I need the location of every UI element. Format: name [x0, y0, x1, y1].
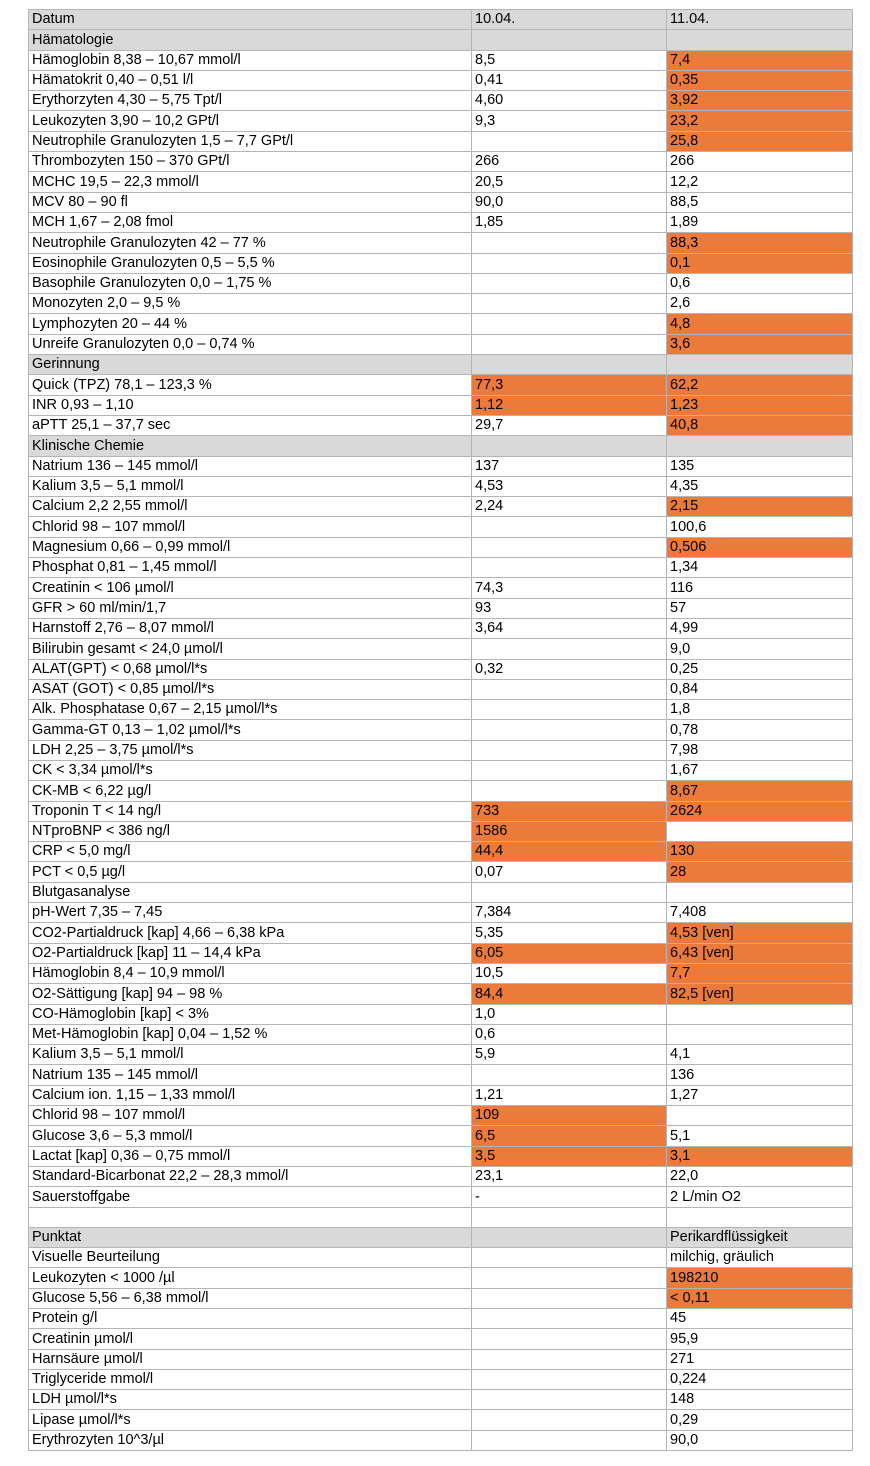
parameter-cell: Sauerstoffgabe — [29, 1187, 472, 1207]
value-date2-cell: 7,4 — [667, 50, 853, 70]
value-date1-cell — [472, 233, 667, 253]
value-date2-cell: 266 — [667, 152, 853, 172]
value-date1-cell: 90,0 — [472, 192, 667, 212]
parameter-cell: CK-MB < 6,22 µg/l — [29, 781, 472, 801]
value-date2-cell: 130 — [667, 842, 853, 862]
value-date2-cell: 2624 — [667, 801, 853, 821]
parameter-cell: MCHC 19,5 – 22,3 mmol/l — [29, 172, 472, 192]
parameter-cell: Calcium 2,2 2,55 mmol/l — [29, 497, 472, 517]
parameter-cell: Lipase µmol/l*s — [29, 1410, 472, 1430]
parameter-cell: Monozyten 2,0 – 9,5 % — [29, 294, 472, 314]
table-row — [29, 375, 853, 395]
table-row — [29, 618, 853, 638]
value-date1-cell: 9,3 — [472, 111, 667, 131]
table-row — [29, 1430, 853, 1450]
value-date1-cell: 6,5 — [472, 1126, 667, 1146]
value-date2-cell: 9,0 — [667, 639, 853, 659]
parameter-cell: Creatinin < 106 µmol/l — [29, 578, 472, 598]
value-date1-cell: 77,3 — [472, 375, 667, 395]
value-date1-cell: 3,64 — [472, 618, 667, 638]
parameter-cell: Harnstoff 2,76 – 8,07 mmol/l — [29, 618, 472, 638]
parameter-cell: CK < 3,34 µmol/l*s — [29, 760, 472, 780]
table-row — [29, 720, 853, 740]
table-row — [29, 50, 853, 70]
table-row — [29, 862, 853, 882]
value-date1-cell — [472, 700, 667, 720]
value-date1-cell — [472, 253, 667, 273]
table-row — [29, 517, 853, 537]
table-row — [29, 1390, 853, 1410]
value-date1-cell — [472, 436, 667, 456]
table-row — [29, 558, 853, 578]
table-row — [29, 1329, 853, 1349]
value-date1-cell: 4,60 — [472, 91, 667, 111]
value-date2-cell — [667, 1106, 853, 1126]
value-date2-cell: 1,34 — [667, 558, 853, 578]
value-date1-cell — [472, 1430, 667, 1450]
value-date2-cell: 7,408 — [667, 903, 853, 923]
value-date1-cell — [472, 30, 667, 50]
table-row — [29, 497, 853, 517]
value-date1-cell: 1586 — [472, 821, 667, 841]
table-row — [29, 456, 853, 476]
value-date2-cell: 82,5 [ven] — [667, 984, 853, 1004]
value-date1-cell — [472, 639, 667, 659]
parameter-cell: Glucose 3,6 – 5,3 mmol/l — [29, 1126, 472, 1146]
table-row — [29, 253, 853, 273]
parameter-cell: Punktat — [29, 1227, 472, 1247]
table-row — [29, 314, 853, 334]
table-row — [29, 537, 853, 557]
table-row — [29, 1288, 853, 1308]
table-row — [29, 1146, 853, 1166]
parameter-cell: CO2-Partialdruck [kap] 4,66 – 6,38 kPa — [29, 923, 472, 943]
table-row — [29, 172, 853, 192]
table-row — [29, 760, 853, 780]
value-date1-cell — [472, 1390, 667, 1410]
section-header-row — [29, 355, 853, 375]
parameter-cell: Chlorid 98 – 107 mmol/l — [29, 1106, 472, 1126]
value-date2-cell: 0,29 — [667, 1410, 853, 1430]
parameter-cell: Datum — [29, 10, 472, 30]
value-date1-cell: 1,12 — [472, 395, 667, 415]
value-date2-cell: 4,99 — [667, 618, 853, 638]
value-date2-cell: 90,0 — [667, 1430, 853, 1450]
table-row — [29, 1187, 853, 1207]
value-date1-cell: 20,5 — [472, 172, 667, 192]
value-date2-cell: 4,53 [ven] — [667, 923, 853, 943]
value-date2-cell: 12,2 — [667, 172, 853, 192]
value-date1-cell: 1,0 — [472, 1004, 667, 1024]
table-row — [29, 1248, 853, 1268]
parameter-cell: O2-Sättigung [kap] 94 – 98 % — [29, 984, 472, 1004]
parameter-cell: Unreife Granulozyten 0,0 – 0,74 % — [29, 334, 472, 354]
value-date2-cell: 100,6 — [667, 517, 853, 537]
parameter-cell: Met-Hämoglobin [kap] 0,04 – 1,52 % — [29, 1024, 472, 1044]
parameter-cell: aPTT 25,1 – 37,7 sec — [29, 415, 472, 435]
value-date1-cell — [472, 294, 667, 314]
table-row — [29, 1045, 853, 1065]
parameter-cell: Gamma-GT 0,13 – 1,02 µmol/l*s — [29, 720, 472, 740]
value-date2-cell: 1,23 — [667, 395, 853, 415]
table-row — [29, 1349, 853, 1369]
value-date1-cell — [472, 781, 667, 801]
value-date2-cell: 23,2 — [667, 111, 853, 131]
value-date2-cell: milchig, gräulich — [667, 1248, 853, 1268]
table-row — [29, 152, 853, 172]
value-date1-cell — [472, 334, 667, 354]
parameter-cell: NTproBNP < 386 ng/l — [29, 821, 472, 841]
value-date2-cell — [667, 1024, 853, 1044]
value-date1-cell — [472, 1369, 667, 1389]
value-date1-cell: 0,07 — [472, 862, 667, 882]
parameter-cell: Leukozyten < 1000 /µl — [29, 1268, 472, 1288]
value-date1-cell: 44,4 — [472, 842, 667, 862]
value-date1-cell: 5,9 — [472, 1045, 667, 1065]
value-date1-cell — [472, 1268, 667, 1288]
value-date1-cell — [472, 1207, 667, 1227]
value-date1-cell: 23,1 — [472, 1166, 667, 1186]
parameter-cell: Glucose 5,56 – 6,38 mmol/l — [29, 1288, 472, 1308]
table-row — [29, 91, 853, 111]
table-row — [29, 842, 853, 862]
value-date1-cell: 10,5 — [472, 963, 667, 983]
value-date1-cell: 0,6 — [472, 1024, 667, 1044]
parameter-cell: Phosphat 0,81 – 1,45 mmol/l — [29, 558, 472, 578]
section-header-row — [29, 436, 853, 456]
value-date2-cell: 6,43 [ven] — [667, 943, 853, 963]
table-row — [29, 679, 853, 699]
value-date2-cell — [667, 355, 853, 375]
parameter-cell: ALAT(GPT) < 0,68 µmol/l*s — [29, 659, 472, 679]
value-date1-cell: 7,384 — [472, 903, 667, 923]
value-date1-cell: 10.04. — [472, 10, 667, 30]
value-date2-cell: 1,27 — [667, 1085, 853, 1105]
table-row — [29, 1004, 853, 1024]
parameter-cell: Creatinin µmol/l — [29, 1329, 472, 1349]
value-date1-cell: 4,53 — [472, 476, 667, 496]
parameter-cell: Bilirubin gesamt < 24,0 µmol/l — [29, 639, 472, 659]
value-date2-cell: 5,1 — [667, 1126, 853, 1146]
table-row — [29, 1369, 853, 1389]
parameter-cell: CO-Hämoglobin [kap] < 3% — [29, 1004, 472, 1024]
value-date1-cell: 109 — [472, 1106, 667, 1126]
parameter-cell: Alk. Phosphatase 0,67 – 2,15 µmol/l*s — [29, 700, 472, 720]
value-date2-cell: 3,1 — [667, 1146, 853, 1166]
parameter-cell: LDH µmol/l*s — [29, 1390, 472, 1410]
section-header-row — [29, 30, 853, 50]
value-date1-cell — [472, 760, 667, 780]
value-date2-cell: 198210 — [667, 1268, 853, 1288]
parameter-cell: Eosinophile Granulozyten 0,5 – 5,5 % — [29, 253, 472, 273]
table-row — [29, 639, 853, 659]
parameter-cell: CRP < 5,0 mg/l — [29, 842, 472, 862]
lab-results-table — [28, 9, 853, 1451]
parameter-cell: Natrium 135 – 145 mmol/l — [29, 1065, 472, 1085]
value-date2-cell: 1,8 — [667, 700, 853, 720]
lab-results-body — [29, 10, 853, 1451]
table-row — [29, 415, 853, 435]
table-row — [29, 882, 853, 902]
parameter-cell: Thrombozyten 150 – 370 GPt/l — [29, 152, 472, 172]
parameter-cell: pH-Wert 7,35 – 7,45 — [29, 903, 472, 923]
value-date2-cell — [667, 1004, 853, 1024]
table-row — [29, 1309, 853, 1329]
value-date1-cell: 6,05 — [472, 943, 667, 963]
value-date1-cell — [472, 1288, 667, 1308]
value-date2-cell: 0,78 — [667, 720, 853, 740]
table-row — [29, 1410, 853, 1430]
parameter-cell: Erythrozyten 10^3/µl — [29, 1430, 472, 1450]
parameter-cell: Kalium 3,5 – 5,1 mmol/l — [29, 476, 472, 496]
value-date2-cell — [667, 882, 853, 902]
value-date1-cell — [472, 355, 667, 375]
table-row — [29, 801, 853, 821]
parameter-cell — [29, 1207, 472, 1227]
value-date2-cell: 136 — [667, 1065, 853, 1085]
parameter-cell: Leukozyten 3,90 – 10,2 GPt/l — [29, 111, 472, 131]
value-date2-cell: 148 — [667, 1390, 853, 1410]
parameter-cell: INR 0,93 – 1,10 — [29, 395, 472, 415]
value-date2-cell: 0,1 — [667, 253, 853, 273]
value-date1-cell — [472, 882, 667, 902]
value-date1-cell — [472, 1248, 667, 1268]
value-date2-cell: 7,7 — [667, 963, 853, 983]
table-row — [29, 273, 853, 293]
value-date1-cell: 0,41 — [472, 70, 667, 90]
value-date1-cell: - — [472, 1187, 667, 1207]
value-date1-cell: 8,5 — [472, 50, 667, 70]
parameter-cell: LDH 2,25 – 3,75 µmol/l*s — [29, 740, 472, 760]
parameter-cell: Gerinnung — [29, 355, 472, 375]
value-date2-cell: < 0,11 — [667, 1288, 853, 1308]
table-row — [29, 476, 853, 496]
value-date1-cell: 93 — [472, 598, 667, 618]
table-row — [29, 70, 853, 90]
value-date1-cell: 1,85 — [472, 212, 667, 232]
value-date1-cell — [472, 517, 667, 537]
parameter-cell: GFR > 60 ml/min/1,7 — [29, 598, 472, 618]
value-date2-cell: 0,84 — [667, 679, 853, 699]
value-date1-cell — [472, 131, 667, 151]
parameter-cell: Triglyceride mmol/l — [29, 1369, 472, 1389]
table-row — [29, 598, 853, 618]
parameter-cell: Magnesium 0,66 – 0,99 mmol/l — [29, 537, 472, 557]
value-date2-cell — [667, 436, 853, 456]
parameter-cell: Hämoglobin 8,38 – 10,67 mmol/l — [29, 50, 472, 70]
parameter-cell: Troponin T < 14 ng/l — [29, 801, 472, 821]
parameter-cell: PCT < 0,5 µg/l — [29, 862, 472, 882]
table-row — [29, 294, 853, 314]
table-row — [29, 1166, 853, 1186]
table-row — [29, 1024, 853, 1044]
value-date1-cell — [472, 720, 667, 740]
parameter-cell: Chlorid 98 – 107 mmol/l — [29, 517, 472, 537]
table-row — [29, 1106, 853, 1126]
table-row — [29, 233, 853, 253]
table-row — [29, 943, 853, 963]
parameter-cell: Kalium 3,5 – 5,1 mmol/l — [29, 1045, 472, 1065]
value-date2-cell: 0,25 — [667, 659, 853, 679]
value-date1-cell: 2,24 — [472, 497, 667, 517]
parameter-cell: Hämoglobin 8,4 – 10,9 mmol/l — [29, 963, 472, 983]
table-row — [29, 192, 853, 212]
value-date2-cell — [667, 1207, 853, 1227]
parameter-cell: MCV 80 – 90 fl — [29, 192, 472, 212]
value-date1-cell — [472, 740, 667, 760]
table-row — [29, 1065, 853, 1085]
value-date2-cell: 2,6 — [667, 294, 853, 314]
value-date1-cell: 5,35 — [472, 923, 667, 943]
value-date1-cell: 84,4 — [472, 984, 667, 1004]
section-header-row — [29, 10, 853, 30]
value-date2-cell: 0,506 — [667, 537, 853, 557]
value-date2-cell: 0,224 — [667, 1369, 853, 1389]
value-date2-cell: 25,8 — [667, 131, 853, 151]
value-date1-cell: 1,21 — [472, 1085, 667, 1105]
table-row — [29, 903, 853, 923]
parameter-cell: Hämatologie — [29, 30, 472, 50]
value-date1-cell — [472, 273, 667, 293]
value-date2-cell: 1,67 — [667, 760, 853, 780]
value-date1-cell — [472, 314, 667, 334]
value-date2-cell: 116 — [667, 578, 853, 598]
table-row — [29, 963, 853, 983]
value-date2-cell: 7,98 — [667, 740, 853, 760]
table-row — [29, 334, 853, 354]
table-row — [29, 111, 853, 131]
parameter-cell: Visuelle Beurteilung — [29, 1248, 472, 1268]
table-row — [29, 578, 853, 598]
value-date2-cell: 271 — [667, 1349, 853, 1369]
parameter-cell: Standard-Bicarbonat 22,2 – 28,3 mmol/l — [29, 1166, 472, 1186]
table-row — [29, 700, 853, 720]
value-date1-cell: 0,32 — [472, 659, 667, 679]
table-row — [29, 1085, 853, 1105]
value-date1-cell — [472, 1065, 667, 1085]
value-date2-cell: 88,3 — [667, 233, 853, 253]
value-date1-cell — [472, 1329, 667, 1349]
table-row — [29, 131, 853, 151]
value-date2-cell: 40,8 — [667, 415, 853, 435]
value-date1-cell — [472, 558, 667, 578]
value-date1-cell — [472, 679, 667, 699]
value-date2-cell: 22,0 — [667, 1166, 853, 1186]
table-row — [29, 1207, 853, 1227]
table-row — [29, 1268, 853, 1288]
value-date1-cell: 29,7 — [472, 415, 667, 435]
table-row — [29, 923, 853, 943]
value-date2-cell: 11.04. — [667, 10, 853, 30]
value-date1-cell: 3,5 — [472, 1146, 667, 1166]
value-date1-cell: 733 — [472, 801, 667, 821]
parameter-cell: Klinische Chemie — [29, 436, 472, 456]
parameter-cell: Hämatokrit 0,40 – 0,51 l/l — [29, 70, 472, 90]
parameter-cell: Lactat [kap] 0,36 – 0,75 mmol/l — [29, 1146, 472, 1166]
value-date2-cell: 88,5 — [667, 192, 853, 212]
table-row — [29, 212, 853, 232]
parameter-cell: Lymphozyten 20 – 44 % — [29, 314, 472, 334]
value-date2-cell: 4,1 — [667, 1045, 853, 1065]
value-date1-cell — [472, 1410, 667, 1430]
value-date2-cell — [667, 821, 853, 841]
value-date2-cell: 3,6 — [667, 334, 853, 354]
value-date2-cell: Perikardflüssigkeit — [667, 1227, 853, 1247]
parameter-cell: ASAT (GOT) < 0,85 µmol/l*s — [29, 679, 472, 699]
parameter-cell: Neutrophile Granulozyten 1,5 – 7,7 GPt/l — [29, 131, 472, 151]
value-date2-cell: 1,89 — [667, 212, 853, 232]
table-row — [29, 781, 853, 801]
value-date2-cell: 3,92 — [667, 91, 853, 111]
table-row — [29, 395, 853, 415]
value-date2-cell: 2,15 — [667, 497, 853, 517]
value-date1-cell — [472, 1309, 667, 1329]
parameter-cell: Quick (TPZ) 78,1 – 123,3 % — [29, 375, 472, 395]
value-date1-cell — [472, 1349, 667, 1369]
value-date1-cell — [472, 537, 667, 557]
value-date2-cell: 4,35 — [667, 476, 853, 496]
parameter-cell: Natrium 136 – 145 mmol/l — [29, 456, 472, 476]
value-date1-cell: 266 — [472, 152, 667, 172]
value-date2-cell: 57 — [667, 598, 853, 618]
parameter-cell: O2-Partialdruck [kap] 11 – 14,4 kPa — [29, 943, 472, 963]
value-date2-cell: 0,6 — [667, 273, 853, 293]
table-row — [29, 821, 853, 841]
value-date2-cell: 8,67 — [667, 781, 853, 801]
table-row — [29, 984, 853, 1004]
value-date2-cell: 4,8 — [667, 314, 853, 334]
parameter-cell: Neutrophile Granulozyten 42 – 77 % — [29, 233, 472, 253]
parameter-cell: Basophile Granulozyten 0,0 – 1,75 % — [29, 273, 472, 293]
value-date2-cell: 45 — [667, 1309, 853, 1329]
parameter-cell: Harnsäure µmol/l — [29, 1349, 472, 1369]
table-row — [29, 1126, 853, 1146]
value-date2-cell: 95,9 — [667, 1329, 853, 1349]
parameter-cell: MCH 1,67 – 2,08 fmol — [29, 212, 472, 232]
value-date2-cell: 0,35 — [667, 70, 853, 90]
parameter-cell: Calcium ion. 1,15 – 1,33 mmol/l — [29, 1085, 472, 1105]
table-row — [29, 740, 853, 760]
parameter-cell: Erythorzyten 4,30 – 5,75 Tpt/l — [29, 91, 472, 111]
parameter-cell: Blutgasanalyse — [29, 882, 472, 902]
section-header-row — [29, 1227, 853, 1247]
value-date1-cell: 137 — [472, 456, 667, 476]
value-date2-cell: 135 — [667, 456, 853, 476]
value-date2-cell: 62,2 — [667, 375, 853, 395]
value-date1-cell: 74,3 — [472, 578, 667, 598]
value-date2-cell: 28 — [667, 862, 853, 882]
table-row — [29, 659, 853, 679]
parameter-cell: Protein g/l — [29, 1309, 472, 1329]
value-date2-cell: 2 L/min O2 — [667, 1187, 853, 1207]
value-date2-cell — [667, 30, 853, 50]
value-date1-cell — [472, 1227, 667, 1247]
